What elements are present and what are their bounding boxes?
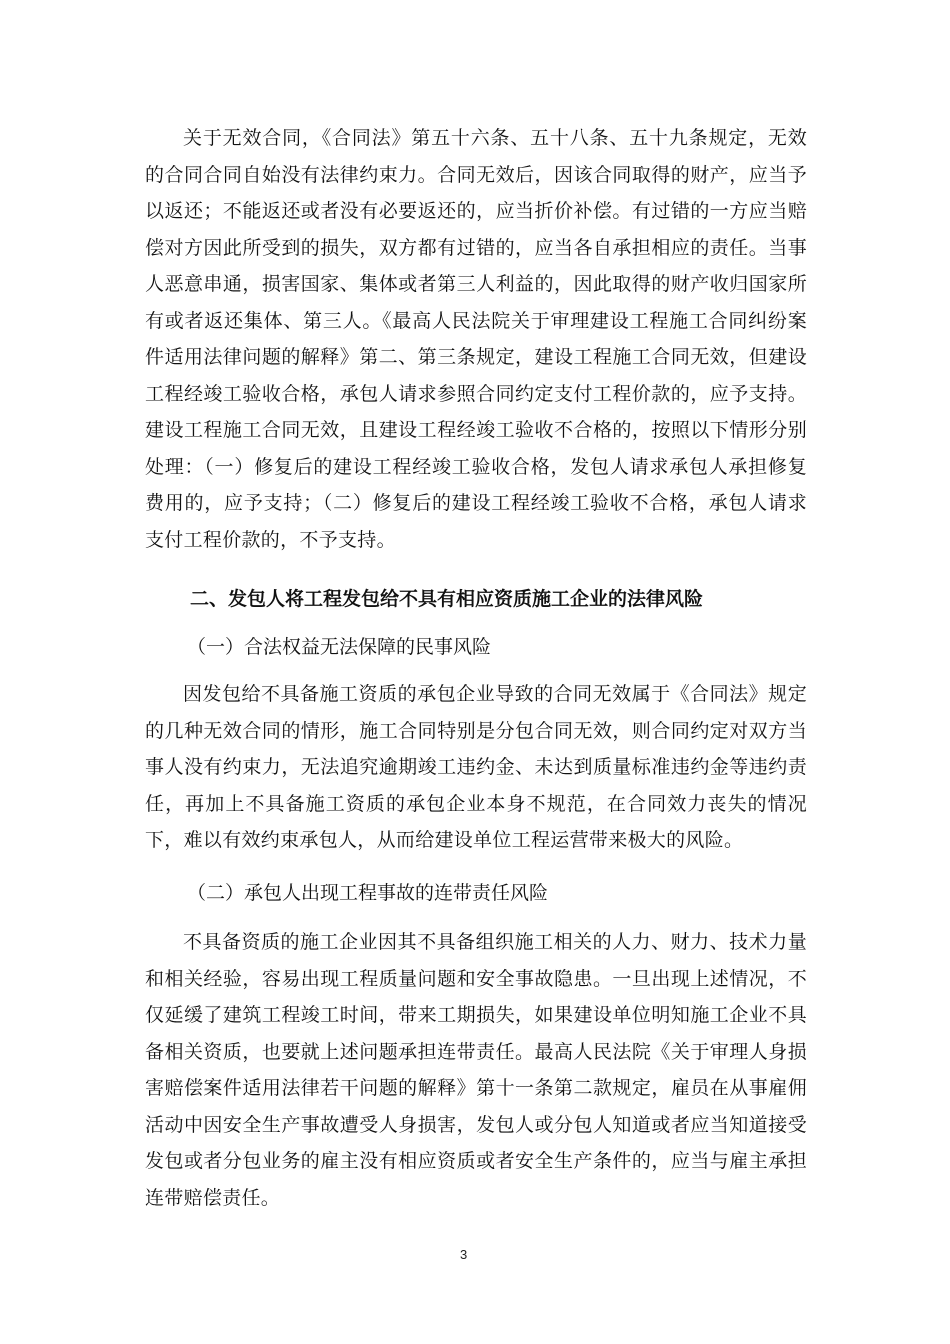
paragraph-joint-liability: 不具备资质的施工企业因其不具备组织施工相关的人力、财力、技术力量和相关经验，容易出现工程质量问题和安全事故隐患。一旦出现上述情况，不仅延缓了建筑工程竣工时间，带来工期损失，如果建设单位明知施工企业不具备相关资质，也要就上述问题承担连带责任。最高人民法院《关于审理人身损害赔偿案件适用法律若干问题的解释》第十一条第二款规定，雇员在从事雇佣活动中因安全生产事故遭受人身损害，发包人或分包人知道或者应当知道接受发包或者分包业务的雇主没有相应资质或者安全生产条件的，应当与雇主承担连带赔偿责任。 [145, 931, 807, 1209]
paragraph-civil-risk: 因发包给不具备施工资质的承包企业导致的合同无效属于《合同法》规定的几种无效合同的情形，施工合同特别是分包合同无效，则合同约定对双方当事人没有约束力，无法追究逾期竣工违约金、未达到质量标准违约金等违约责任，再加上不具备施工资质的承包企业本身不规范，在合同效力丧失的情况下，难以有效约束承包人，从而给建设单位工程运营带来极大的风险。 [145, 683, 807, 851]
subheading-joint-liability: （二）承包人出现工程事故的连带责任风险 [187, 882, 549, 904]
paragraph-invalid-contracts: 关于无效合同，《合同法》第五十六条、五十八条、五十九条规定，无效的合同合同自始没有法律约束力。合同无效后，因该合同取得的财产，应当予以返还；不能返还或者没有必要返还的，应当折价补偿。有过错的一方应当赔偿对方因此所受到的损失，双方都有过错的，应当各自承担相应的责任。当事人恶意串通，损害国家、集体或者第三人利益的，因此取得的财产收归国家所有或者返还集体、第三人。《最高人民法院关于审理建设工程施工合同纠纷案件适用法律问题的解释》第二、第三条规定，建设工程施工合同无效，但建设工程经竣工验收合格，承包人请求参照合同约定支付工程价款的，应予支持。建设工程施工合同无效，且建设工程经竣工验收不合格的，按照以下情形分别处理：（一）修复后的建设工程经竣工验收合格，发包人请求承包人承担修复费用的，应予支持；（二）修复后的建设工程经竣工验收不合格，承包人请求支付工程价款的，不予支持。 [145, 127, 807, 551]
section-heading-2: 二、发包人将工程发包给不具有相应资质施工企业的法律风险 [190, 588, 704, 610]
subheading-civil-risk: （一）合法权益无法保障的民事风险 [187, 636, 492, 658]
page-number: 3 [460, 1247, 468, 1262]
